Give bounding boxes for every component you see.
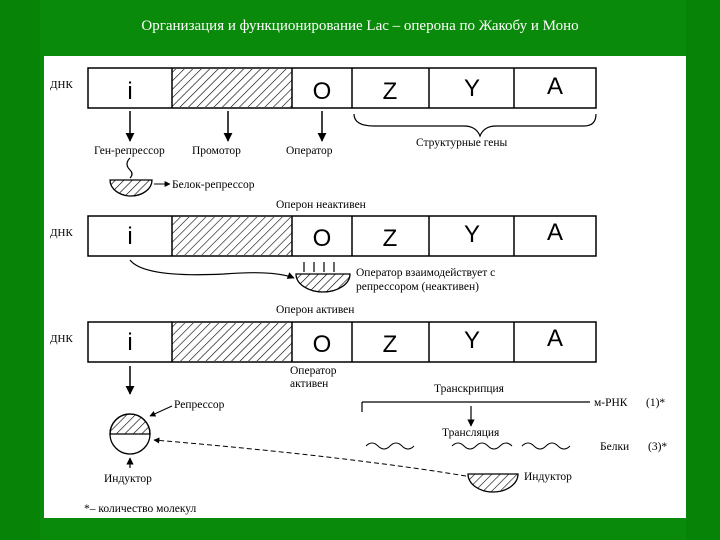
protein-chain-1	[366, 443, 414, 449]
label-operator-interacts-2: репрессором (неактивен)	[356, 281, 479, 293]
row2-annotations	[130, 260, 495, 316]
squiggle-expression	[127, 158, 132, 178]
row3-dna	[50, 322, 596, 362]
promoter-segment	[172, 69, 292, 107]
dnk-label: ДНК	[50, 227, 73, 239]
gene-o-label: O	[312, 225, 332, 252]
gene-a-label: A	[546, 219, 564, 246]
inducer-shape	[468, 474, 518, 492]
label-operon-active: Оперон активен	[276, 304, 355, 316]
gene-y-label: Y	[463, 327, 481, 354]
repressor-protein-shape	[110, 180, 152, 196]
promoter-segment	[172, 323, 292, 361]
footnote: *– количество молекул	[84, 503, 197, 515]
dnk-label: ДНК	[50, 79, 73, 91]
slide-title: Организация и функционирование Lac – оперона по Жакобу и Моно	[141, 18, 579, 34]
gene-i-label: i	[127, 329, 133, 356]
label-proteins: Белки	[600, 441, 630, 453]
label-promoter: Промотор	[192, 145, 241, 157]
row1-dna	[50, 68, 596, 108]
arrow-repressor-to-operator	[130, 260, 294, 278]
label-inducer-left: Индуктор	[104, 473, 152, 485]
gene-o-label: O	[312, 78, 332, 105]
arrow-inducer-binding	[154, 440, 466, 476]
promoter-segment	[172, 217, 292, 255]
structural-genes-brace	[354, 114, 596, 136]
label-operator-interacts-1: Оператор взаимодействует с	[356, 267, 496, 279]
label-translation: Трансляция	[442, 427, 500, 439]
protein-chain-3	[522, 443, 570, 449]
dna-strip-row2	[88, 216, 596, 256]
gene-z-label: Z	[382, 78, 398, 105]
row3-annotations	[84, 365, 667, 515]
label-repressor: Репрессор	[174, 399, 225, 411]
label-mrna: м-РНК	[594, 397, 628, 409]
gene-i-label: i	[127, 223, 133, 250]
lac-operon-diagram	[44, 56, 686, 518]
gene-y-label: Y	[463, 75, 481, 102]
bg-stripe-left	[0, 0, 40, 540]
row2-dna	[50, 216, 596, 256]
gene-o-label: O	[312, 331, 332, 358]
gene-a-label: A	[546, 325, 564, 352]
label-repressor-protein: Белок-репрессор	[172, 179, 255, 191]
gene-z-label: Z	[382, 225, 398, 252]
protein-chain-2	[452, 443, 512, 449]
gene-i-label: i	[127, 78, 133, 105]
label-structural-genes: Структурные гены	[416, 137, 508, 149]
dnk-label: ДНК	[50, 333, 73, 345]
gene-z-label: Z	[382, 331, 398, 358]
bound-repressor-shape	[296, 274, 350, 292]
label-operator: Оператор	[286, 145, 333, 157]
row1-annotations	[94, 111, 596, 211]
gene-a-label: A	[546, 73, 564, 100]
diagram-panel	[44, 56, 686, 518]
gene-y-label: Y	[463, 221, 481, 248]
label-mrna-note: (1)*	[646, 397, 666, 409]
label-proteins-note: (3)*	[648, 441, 668, 453]
label-transcription: Транскрипция	[434, 383, 504, 395]
label-operator-active-1: Оператор	[290, 365, 337, 377]
label-operon-inactive: Оперон неактивен	[276, 199, 366, 211]
label-operator-active-2: активен	[290, 378, 329, 390]
dna-strip-row1	[88, 68, 596, 108]
dna-strip-row3	[88, 322, 596, 362]
bg-stripe-right	[686, 0, 720, 540]
label-gene-repressor: Ген-репрессор	[94, 145, 165, 157]
label-inducer-right: Индуктор	[524, 471, 572, 483]
